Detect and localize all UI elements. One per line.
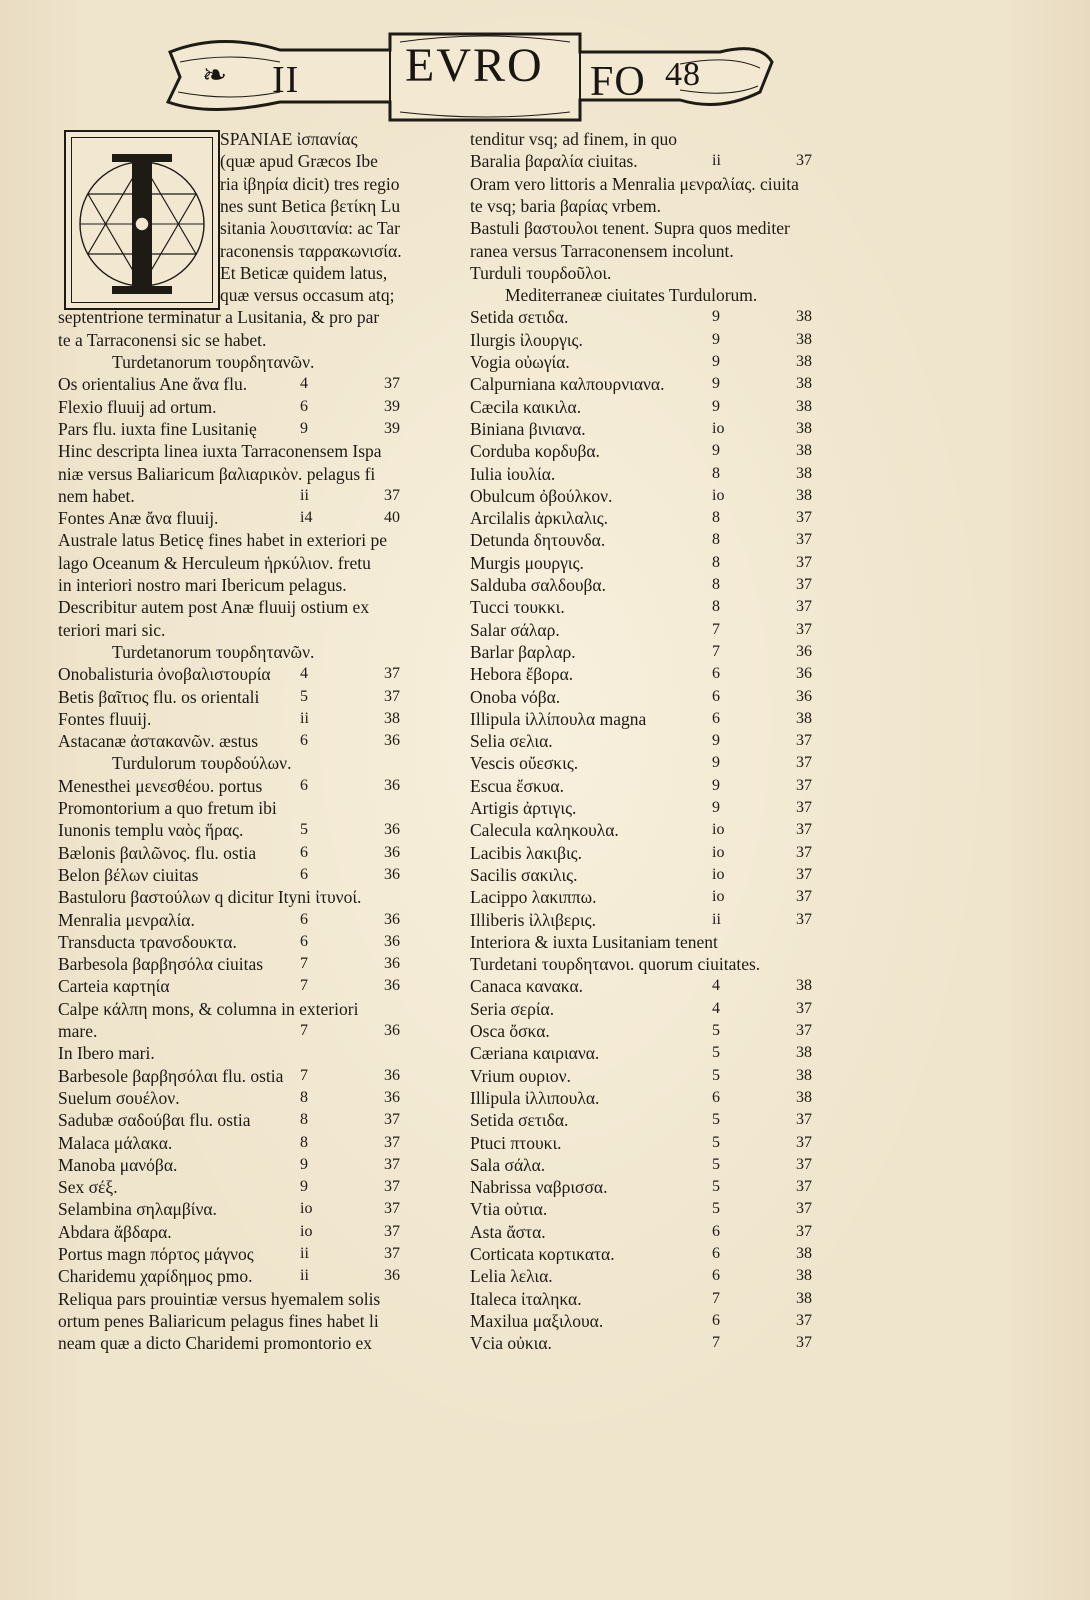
coordinate-value: 8 xyxy=(712,598,720,616)
coordinate-value: 6 xyxy=(712,709,720,727)
text-line: In Ibero mari. xyxy=(58,1043,155,1064)
coordinate-value: 36 xyxy=(384,1267,400,1285)
coordinate-value: 38 xyxy=(796,464,812,482)
coordinate-value: 8 xyxy=(300,1088,308,1106)
text-line: in interiori nostro mari Ibericum pelagus. xyxy=(58,575,347,595)
coordinate-value: 39 xyxy=(384,419,400,437)
coordinate-value: 37 xyxy=(384,1178,400,1196)
coordinate-value: 37 xyxy=(384,1155,400,1173)
coordinate-value: 6 xyxy=(712,1311,720,1329)
coordinate-value: 37 xyxy=(796,888,812,906)
coordinate-value: 5 xyxy=(712,1155,720,1173)
text-line: Asta ἄστα. xyxy=(470,1221,546,1242)
coordinate-value: 6 xyxy=(300,932,308,950)
coordinate-value: 37 xyxy=(796,531,812,549)
text-line: niæ versus Baliaricum βαλιαρικὸν. pelagus fi xyxy=(58,463,376,484)
coordinate-value: 36 xyxy=(384,821,400,839)
coordinate-value: 8 xyxy=(712,464,720,482)
text-line: nem habet. xyxy=(58,485,135,506)
coordinate-value: 8 xyxy=(712,553,720,571)
text-line: Lelia λελια. xyxy=(470,1266,553,1287)
coordinate-value: 9 xyxy=(712,330,720,348)
coordinate-value: 37 xyxy=(796,843,812,861)
text-line: Escua ἔσκυα. xyxy=(470,775,564,796)
text-line: Pars flu. iuxta fine Lusitanię xyxy=(58,418,257,439)
text-line: Calecula καληκουλα. xyxy=(470,820,619,841)
text-line: neam quæ a dicto Charidemi promontorio ex xyxy=(58,1333,372,1354)
coordinate-value: 37 xyxy=(384,665,400,683)
coordinate-value: 7 xyxy=(300,1022,308,1039)
coordinate-value: 5 xyxy=(300,687,308,705)
coordinate-value: 9 xyxy=(712,442,720,460)
coordinate-value: ii xyxy=(300,1267,309,1285)
text-line: Belon βέλων ciuitas xyxy=(58,864,199,885)
coordinate-value: 8 xyxy=(712,509,720,527)
text-line: Bælonis βαιλῶνος. flu. ostia xyxy=(58,842,257,863)
text-line: Et Beticæ quidem latus, xyxy=(220,262,388,283)
coordinate-value: 7 xyxy=(712,1334,720,1352)
text-line: Artigis ἀρτιγις. xyxy=(470,798,577,818)
text-line: Australe latus Beticę fines habet in exteriori pe xyxy=(58,530,387,551)
text-line: Barbesola βαρβησόλα ciuitas xyxy=(58,954,264,975)
text-line: Vrium ουριον. xyxy=(470,1065,571,1086)
text-line: Manoba μανόβα. xyxy=(58,1154,178,1175)
coordinate-value: 38 xyxy=(796,977,812,995)
text-line: Maxilua μαξιλουα. xyxy=(470,1310,604,1331)
text-line: Barlar βαρλαρ. xyxy=(470,641,576,662)
coordinate-value: 37 xyxy=(796,1200,812,1218)
coordinate-value: 36 xyxy=(796,687,812,705)
coordinate-value: 38 xyxy=(796,1245,812,1262)
coordinate-value: 37 xyxy=(796,1155,812,1173)
coordinate-value: 38 xyxy=(796,1267,812,1285)
coordinate-value: 5 xyxy=(300,821,308,839)
coordinate-value: 5 xyxy=(712,1111,720,1129)
coordinate-value: 36 xyxy=(796,642,812,660)
text-line: te a Tarraconensi sic se habet. xyxy=(58,329,267,350)
coordinate-value: 37 xyxy=(796,1334,812,1352)
text-line: Bastuloru βαστούλων q dicitur Ityni ἰτυνοί. xyxy=(58,887,362,908)
coordinate-value: 5 xyxy=(712,1022,720,1039)
text-line: Iulia ἰουλία. xyxy=(470,463,556,484)
text-line: Fontes fluuij. xyxy=(58,708,152,729)
coordinate-value: 37 xyxy=(796,732,812,750)
text-line: Corticata κορτικατα. xyxy=(470,1244,615,1264)
coordinate-value: 6 xyxy=(300,910,308,928)
coordinate-value: 38 xyxy=(796,1044,812,1062)
text-line: Iunonis templu ναὸς ἥρας. xyxy=(58,820,244,841)
text-line: quæ versus occasum atq; xyxy=(220,285,395,306)
text-line: Malaca μάλακα. xyxy=(58,1132,173,1153)
text-line: Lacippo λακιππω. xyxy=(470,887,597,908)
text-line: Canaca κανακα. xyxy=(470,976,583,997)
text-line: Hinc descripta linea iuxta Tarraconensem Ispa xyxy=(58,441,382,462)
coordinate-value: 5 xyxy=(712,1066,720,1084)
text-line: Vcia οὐκια. xyxy=(470,1333,552,1354)
coordinate-value: 7 xyxy=(712,1289,720,1307)
text-line: Cæriana καιριανα. xyxy=(470,1043,600,1064)
text-line: Onobalisturia ὀνοβαλιστουρία xyxy=(58,664,271,685)
text-line: Vtia οὐτια. xyxy=(470,1199,548,1220)
coordinate-value: 9 xyxy=(712,799,720,816)
coordinate-value: 7 xyxy=(300,977,308,995)
header-book-number: II xyxy=(272,59,300,101)
coordinate-value: ii xyxy=(300,709,309,727)
coordinate-value: 6 xyxy=(300,732,308,750)
coordinate-value: 37 xyxy=(796,1178,812,1196)
coordinate-value: 38 xyxy=(384,709,400,727)
coordinate-value: 36 xyxy=(384,776,400,794)
text-line: tenditur vsq; ad finem, in quo xyxy=(470,129,678,149)
coordinate-value: 6 xyxy=(712,1245,720,1262)
coordinate-value: 37 xyxy=(384,375,400,393)
text-line: Tucci τουκκι. xyxy=(470,597,565,618)
coordinate-value: 37 xyxy=(796,576,812,593)
text-line: Setida σετιδα. xyxy=(470,1110,569,1131)
coordinate-value: 6 xyxy=(712,687,720,705)
coordinate-value: 37 xyxy=(796,776,812,794)
text-line: Os orientalius Ane ἄνα flu. xyxy=(58,374,248,395)
text-line: Turdulorum τουρδούλων. xyxy=(112,753,292,774)
coordinate-value: io xyxy=(712,888,725,906)
coordinate-value: 9 xyxy=(712,308,720,326)
text-line: Sacilis σακιλις. xyxy=(470,864,578,885)
coordinate-value: 9 xyxy=(712,732,720,750)
coordinate-value: 38 xyxy=(796,1066,812,1084)
text-line: Transducta τρανσδουκτα. xyxy=(58,931,237,952)
coordinate-value: 6 xyxy=(712,1088,720,1106)
text-line: septentrione terminatur a Lusitania, & pro par xyxy=(58,307,380,328)
coordinate-value: 6 xyxy=(300,397,308,415)
text-line: raconensis ταρρακωνισία. xyxy=(220,240,402,261)
coordinate-value: i4 xyxy=(300,509,313,527)
coordinate-value: 37 xyxy=(796,509,812,527)
coordinate-value: io xyxy=(712,843,725,861)
text-line: Interiora & iuxta Lusitaniam tenent xyxy=(470,931,718,952)
decorated-initial-icon xyxy=(64,130,220,310)
text-line: Vogia οὐωγία. xyxy=(470,352,570,372)
coordinate-value: io xyxy=(712,821,725,839)
text-line: Nabrissa ναβρισσα. xyxy=(470,1177,608,1198)
text-line: Ptuci πτουκι. xyxy=(470,1132,562,1153)
text-line: Sadubæ σαδούβαι flu. ostia xyxy=(58,1110,251,1131)
coordinate-value: 6 xyxy=(712,1222,720,1240)
coordinate-value: ii xyxy=(712,152,721,170)
coordinate-value: 4 xyxy=(712,977,720,995)
coordinate-value: 38 xyxy=(796,1289,812,1307)
coordinate-value: 8 xyxy=(712,576,720,593)
coordinate-value: 6 xyxy=(300,865,308,883)
coordinate-value: 37 xyxy=(796,821,812,839)
text-line: Reliqua pars prouintiæ versus hyemalem solis xyxy=(58,1288,381,1309)
coordinate-value: 9 xyxy=(300,1155,308,1173)
text-line: Lacibis λακιβις. xyxy=(470,842,582,863)
text-line: ortum penes Baliaricum pelagus fines habet li xyxy=(58,1310,379,1331)
coordinate-value: 7 xyxy=(712,642,720,660)
text-line: Calpurniana καλπουρνιανα. xyxy=(470,374,665,395)
text-line: Promontorium a quo fretum ibi xyxy=(58,798,277,818)
coordinate-value: 38 xyxy=(796,330,812,348)
header-title: EVRO xyxy=(405,39,544,92)
coordinate-value: 9 xyxy=(712,754,720,772)
coordinate-value: 36 xyxy=(384,1088,400,1106)
coordinate-value: 37 xyxy=(796,1022,812,1039)
coordinate-value: 37 xyxy=(796,553,812,571)
coordinate-value: io xyxy=(300,1222,313,1240)
text-line: Arcilalis ἀρκιλαλις. xyxy=(470,508,609,529)
coordinate-value: 37 xyxy=(796,799,812,816)
coordinate-value: 7 xyxy=(712,620,720,638)
text-line: Vescis οὔεσκις. xyxy=(470,753,579,774)
coordinate-value: 37 xyxy=(384,486,400,504)
text-line: Illiberis ἰλλιβερις. xyxy=(470,909,596,930)
text-line: Calpe κάλπη mons, & columna in exteriori xyxy=(58,998,359,1019)
text-line: Detunda δητουνδα. xyxy=(470,530,606,551)
text-line: Corduba κορδυβα. xyxy=(470,441,600,462)
coordinate-value: 36 xyxy=(384,932,400,950)
coordinate-value: 9 xyxy=(300,1178,308,1196)
coordinate-value: 37 xyxy=(384,687,400,705)
coordinate-value: 6 xyxy=(712,1267,720,1285)
coordinate-value: 37 xyxy=(796,1133,812,1151)
text-line: Biniana βινιανα. xyxy=(470,418,586,439)
coordinate-value: 37 xyxy=(384,1133,400,1151)
text-line: Osca ὄσκα. xyxy=(470,1021,550,1041)
text-line: Mediterraneæ ciuitates Turdulorum. xyxy=(505,285,758,306)
text-line: Suelum σουέλον. xyxy=(58,1087,180,1108)
coordinate-value: 5 xyxy=(712,1178,720,1196)
coordinate-value: 37 xyxy=(796,1111,812,1129)
coordinate-value: 38 xyxy=(796,442,812,460)
coordinate-value: 8 xyxy=(300,1111,308,1129)
text-line: Ilurgis ἰλουργις. xyxy=(470,329,583,350)
coordinate-value: 36 xyxy=(384,910,400,928)
text-line: Hebora ἔβορα. xyxy=(470,664,574,685)
coordinate-value: 37 xyxy=(384,1245,400,1262)
text-line: Turduli τουρδοῦλοι. xyxy=(470,262,612,283)
text-line: Abdara ἄβδαρα. xyxy=(58,1221,172,1242)
coordinate-value: 9 xyxy=(712,397,720,415)
text-line: ria ἰβηρία dicit) tres regio xyxy=(220,173,400,194)
coordinate-value: 7 xyxy=(300,1066,308,1084)
text-line: Seria σερία. xyxy=(470,998,555,1019)
text-line: Selambina σηλαμβίνα. xyxy=(58,1199,217,1220)
coordinate-value: 37 xyxy=(384,1200,400,1218)
text-line: Flexio fluuij ad ortum. xyxy=(58,396,217,417)
text-line: sitania λουσιτανία: ac Tar xyxy=(220,218,400,239)
coordinate-value: 37 xyxy=(384,1222,400,1240)
text-line: Salduba σαλδουβα. xyxy=(470,575,606,595)
text-line: Turdetanorum τουρδητανῶν. xyxy=(112,352,315,372)
coordinate-value: 36 xyxy=(384,977,400,995)
coordinate-value: 37 xyxy=(796,754,812,772)
text-line: Illipula ἰλλίπουλα magna xyxy=(470,708,647,729)
coordinate-value: 38 xyxy=(796,486,812,504)
text-line: (quæ apud Græcos Ibe xyxy=(220,151,378,172)
text-line: Fontes Anæ ἄνα fluuij. xyxy=(58,508,219,529)
coordinate-value: 37 xyxy=(796,598,812,616)
coordinate-value: 40 xyxy=(384,509,400,527)
text-line: nes sunt Betica βετίκη Lu xyxy=(220,195,401,216)
coordinate-value: 6 xyxy=(300,776,308,794)
coordinate-value: 4 xyxy=(712,999,720,1017)
text-line: Oram vero littoris a Menralia μενραλίας. ciuita xyxy=(470,173,799,194)
header-banner xyxy=(160,22,780,132)
coordinate-value: ii xyxy=(712,910,721,928)
text-line: Sex σέξ. xyxy=(58,1177,118,1198)
coordinate-value: 37 xyxy=(796,1222,812,1240)
coordinate-value: 4 xyxy=(300,665,308,683)
text-line: Describitur autem post Anæ fluuij ostium ex xyxy=(58,597,370,618)
text-line: Baralia βαραλία ciuitas. xyxy=(470,151,638,172)
coordinate-value: 39 xyxy=(384,397,400,415)
coordinate-value: 38 xyxy=(796,709,812,727)
text-line: te vsq; baria βαρίας vrbem. xyxy=(470,195,661,216)
text-line: Onoba νόβα. xyxy=(470,686,561,707)
coordinate-value: 38 xyxy=(796,353,812,370)
folio-number: 48 xyxy=(665,56,701,93)
coordinate-value: 6 xyxy=(712,665,720,683)
coordinate-value: 5 xyxy=(712,1044,720,1062)
coordinate-value: 38 xyxy=(796,1088,812,1106)
text-line: Selia σελια. xyxy=(470,731,553,752)
text-line: Charidemu χαρίδημος pmo. xyxy=(58,1266,253,1287)
coordinate-value: io xyxy=(300,1200,313,1218)
coordinate-value: 37 xyxy=(796,865,812,883)
coordinate-value: 36 xyxy=(384,1022,400,1039)
coordinate-value: 36 xyxy=(384,843,400,861)
coordinate-value: 37 xyxy=(796,152,812,170)
text-line: Illipula ἰλλιπουλα. xyxy=(470,1087,600,1108)
text-line: Menesthei μενεσθέου. portus xyxy=(58,775,263,796)
text-line: Portus magn πόρτος μάγνος xyxy=(58,1244,254,1264)
coordinate-value: 5 xyxy=(712,1133,720,1151)
coordinate-value: 37 xyxy=(796,910,812,928)
text-line: Cæcila καικιλα. xyxy=(470,396,582,417)
coordinate-value: 37 xyxy=(796,999,812,1017)
text-line: Barbesole βαρβησόλαι flu. ostia xyxy=(58,1065,284,1086)
text-line: Murgis μουργις. xyxy=(470,552,584,573)
coordinate-value: 9 xyxy=(712,353,720,370)
coordinate-value: 36 xyxy=(384,865,400,883)
text-line: Obulcum ὀβούλκον. xyxy=(470,485,613,506)
coordinate-value: 37 xyxy=(796,620,812,638)
coordinate-value: 36 xyxy=(384,955,400,973)
text-line: Setida σετιδα. xyxy=(470,307,569,328)
coordinate-value: ii xyxy=(300,1245,309,1262)
text-line: Italeca ἰταληκα. xyxy=(470,1288,582,1309)
coordinate-value: 5 xyxy=(712,1200,720,1218)
coordinate-value: 9 xyxy=(300,419,308,437)
coordinate-value: 7 xyxy=(300,955,308,973)
coordinate-value: 8 xyxy=(300,1133,308,1151)
coordinate-value: io xyxy=(712,865,725,883)
coordinate-value: 9 xyxy=(712,776,720,794)
coordinate-value: 38 xyxy=(796,397,812,415)
coordinate-value: 36 xyxy=(384,732,400,750)
text-line: Turdetanorum τουρδητανῶν. xyxy=(112,641,315,662)
text-line: ranea versus Tarraconensem incolunt. xyxy=(470,240,734,261)
text-line: Sala σάλα. xyxy=(470,1154,546,1175)
coordinate-value: io xyxy=(712,486,725,504)
coordinate-value: 8 xyxy=(712,531,720,549)
header-section: FO xyxy=(590,59,646,105)
coordinate-value: 36 xyxy=(796,665,812,683)
text-line: Carteia καρτηία xyxy=(58,976,170,997)
text-line: SPANIAE ἰσπανίας xyxy=(220,129,358,149)
coordinate-value: 37 xyxy=(796,1311,812,1329)
text-line: Menralia μενραλία. xyxy=(58,909,195,930)
header-ornament: ❧ xyxy=(202,59,229,92)
coordinate-value: 4 xyxy=(300,375,308,393)
coordinate-value: 38 xyxy=(796,375,812,393)
text-line: Salar σάλαρ. xyxy=(470,619,560,640)
coordinate-value: 37 xyxy=(384,1111,400,1129)
text-line: Betis βαῖτιος flu. os orientali xyxy=(58,686,260,707)
coordinate-value: 9 xyxy=(712,375,720,393)
coordinate-value: 38 xyxy=(796,308,812,326)
coordinate-value: io xyxy=(712,419,725,437)
coordinate-value: 38 xyxy=(796,419,812,437)
text-line: teriori mari sic. xyxy=(58,619,166,640)
text-line: lago Oceanum & Herculeum ἡρκύλιον. fretu xyxy=(58,552,371,573)
text-line: Astacanæ ἀστακανῶν. æstus xyxy=(58,731,259,752)
text-line: Turdetani τουρδητανοι. quorum ciuitates. xyxy=(470,954,761,975)
coordinate-value: 6 xyxy=(300,843,308,861)
text-line: Bastuli βαστουλοι tenent. Supra quos mediter xyxy=(470,218,790,239)
text-line: mare. xyxy=(58,1021,98,1041)
coordinate-value: ii xyxy=(300,486,309,504)
coordinate-value: 36 xyxy=(384,1066,400,1084)
